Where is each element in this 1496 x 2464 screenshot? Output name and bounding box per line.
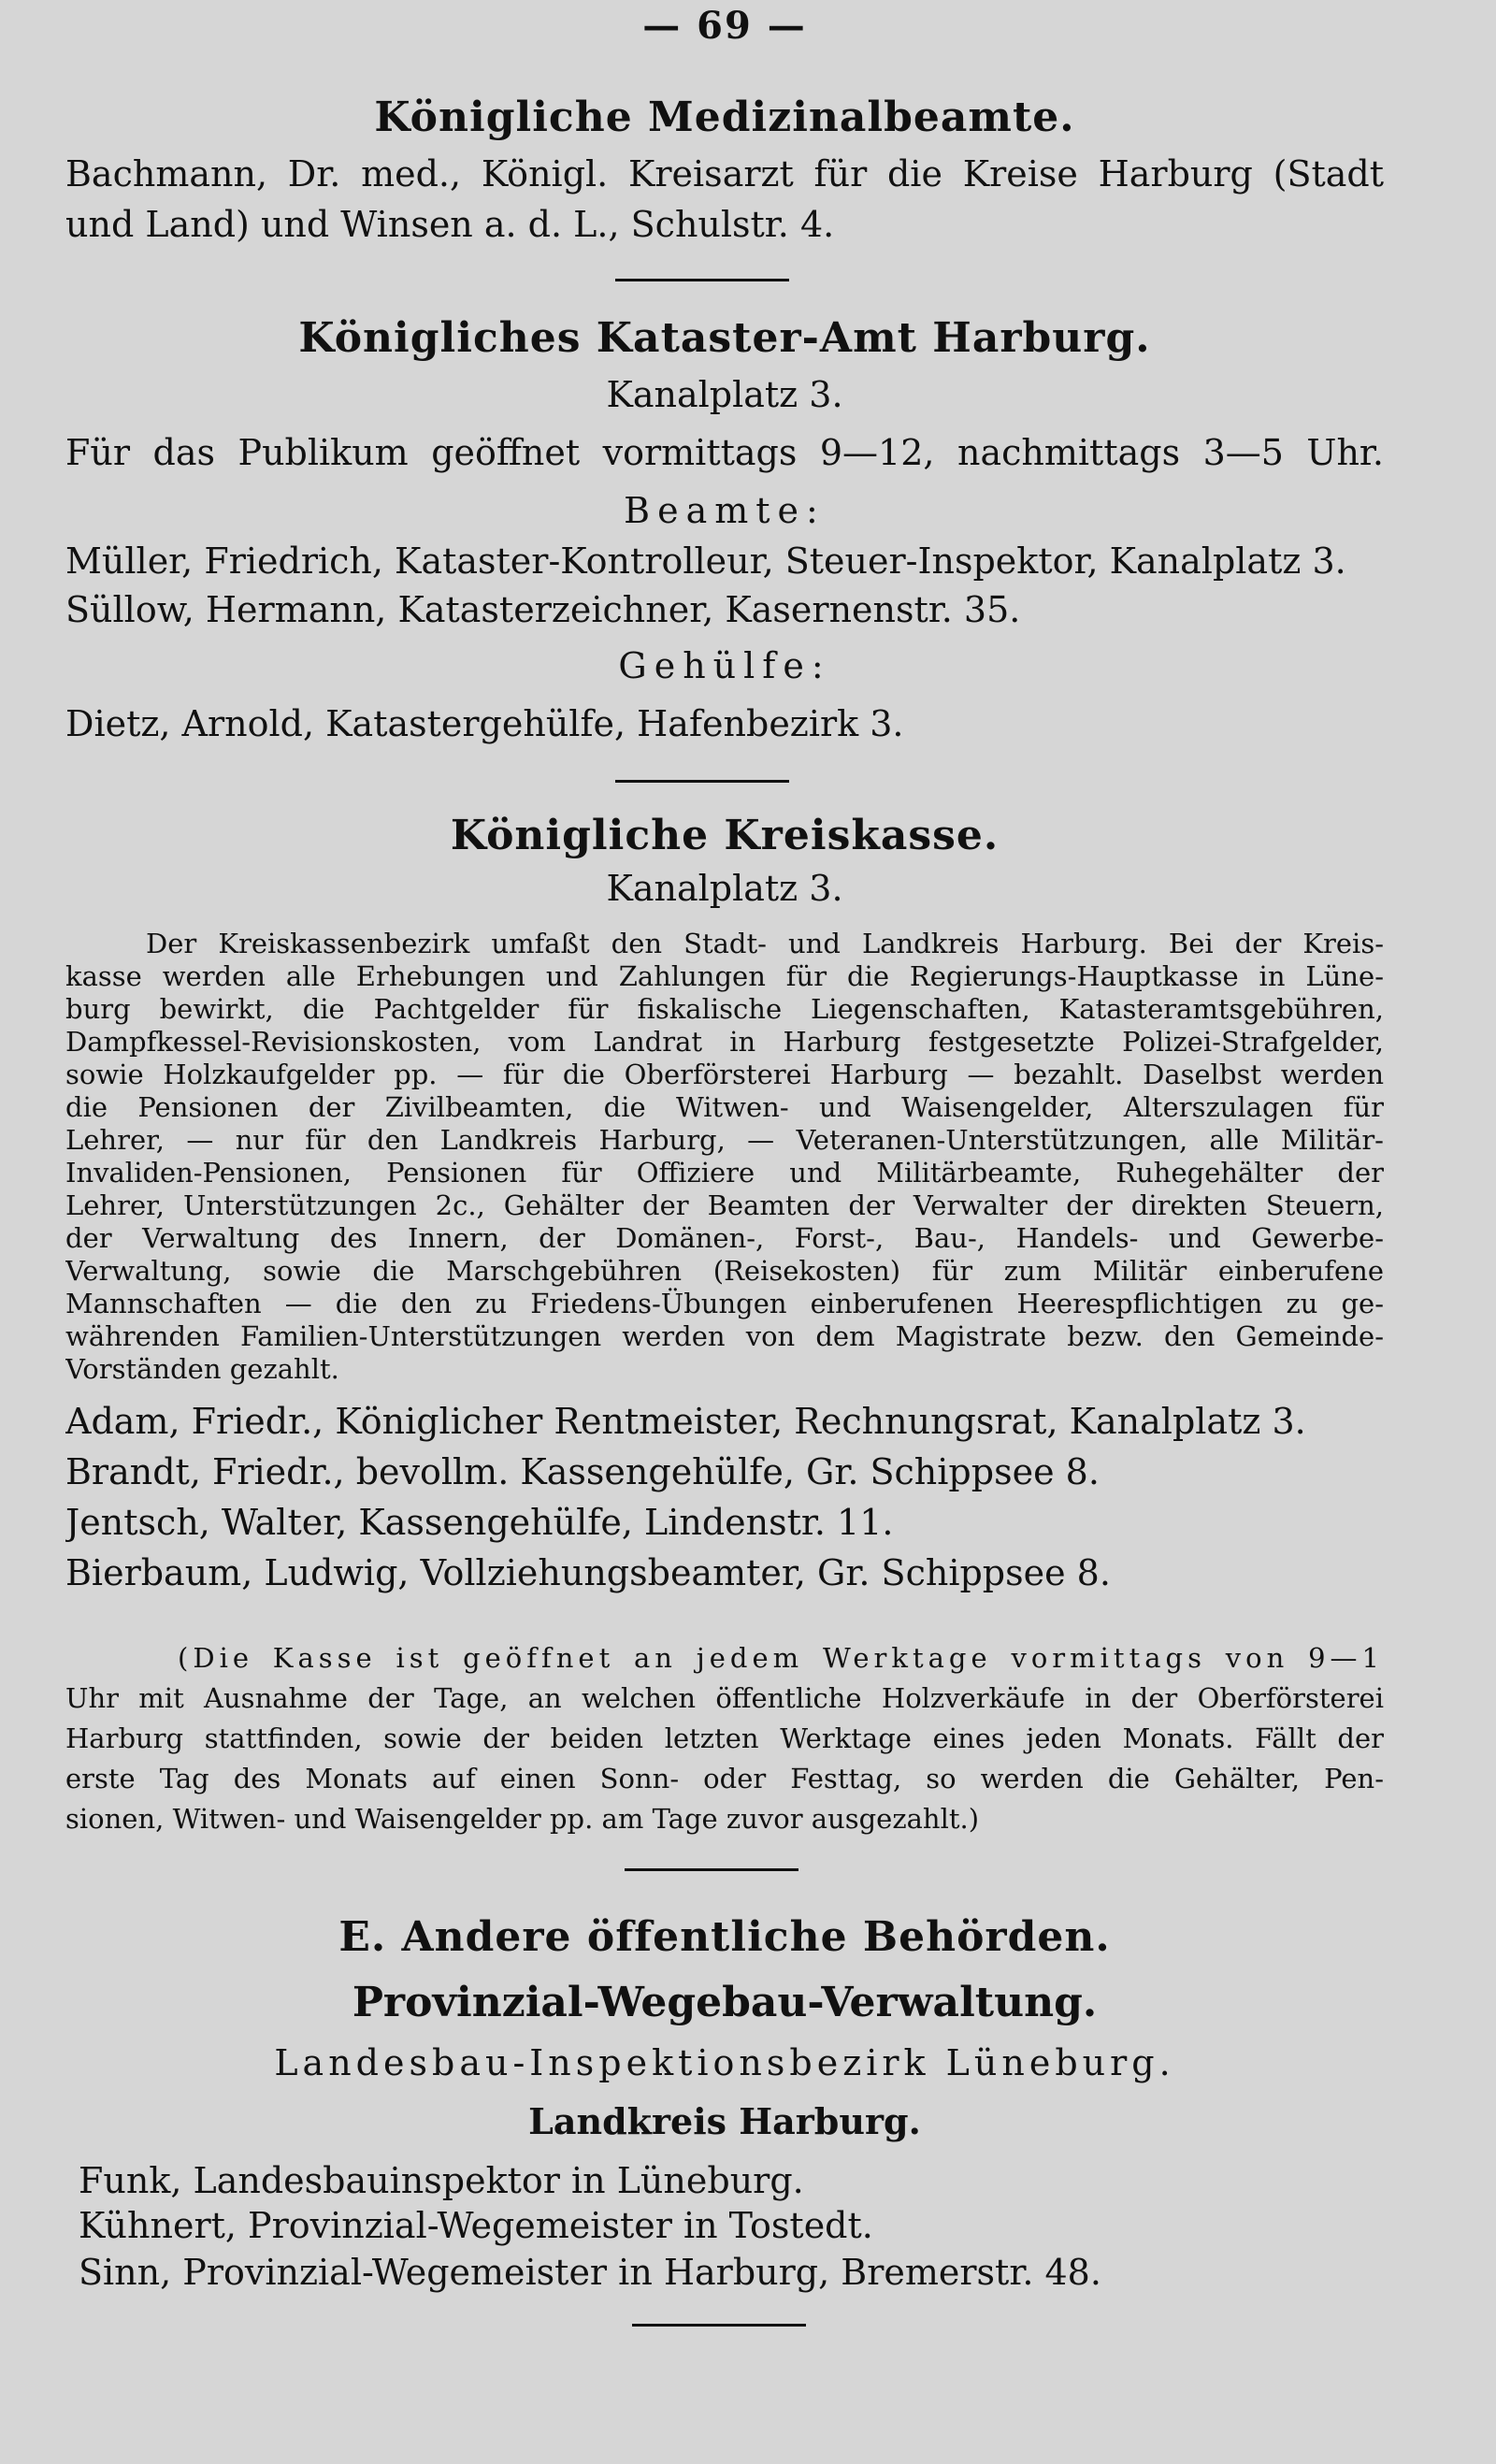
section-heading-andere: E. Andere öffentliche Behörden. — [338, 1913, 1111, 1961]
section-heading-kataster: Königliches Kataster-Amt Harburg. — [298, 314, 1151, 362]
district-line: Landesbau-Inspektionsbezirk Lüneburg. — [274, 2042, 1175, 2083]
paragraph-line: Der Kreiskassenbezirk umfaßt den Stadt- und Landkreis Harburg. Bei der Kreis- — [146, 928, 1384, 959]
paragraph-line: Verwaltung, sowie die Marschgebühren (Reisekosten) für zum Militär einberufene — [65, 1255, 1384, 1287]
note-line: Harburg stattfinden, sowie der beiden letzten Werktage eines jeden Monats. Fällt der — [65, 1722, 1384, 1754]
page-number: — 69 — — [642, 4, 807, 48]
text-line: Süllow, Hermann, Katasterzeichner, Kasernenstr. 35. — [65, 589, 1021, 630]
paragraph-line: burg bewirkt, die Pachtgelder für fiskalische Liegenschaften, Katasteramtsgebühren, — [65, 993, 1384, 1025]
text-line: Müller, Friedrich, Kataster-Kontrolleur, Steuer-Inspektor, Kanalplatz 3. — [65, 540, 1346, 582]
paragraph-line: der Verwaltung des Innern, der Domänen-, Forst-, Bau-, Handels- und Gewerbe- — [65, 1222, 1384, 1254]
address: Kanalplatz 3. — [606, 374, 843, 415]
section-divider — [615, 279, 789, 281]
staff-line: Bierbaum, Ludwig, Vollziehungsbeamter, Gr. Schippsee 8. — [65, 1552, 1111, 1593]
paragraph-line: Dampfkessel-Revisionskosten, vom Landrat in Harburg festgesetzte Polizei-Strafgelder, — [65, 1026, 1384, 1058]
text-line: Dietz, Arnold, Katastergehülfe, Hafenbezirk 3. — [65, 703, 904, 744]
paragraph-line: sowie Holzkaufgelder pp. — für die Oberförsterei Harburg — bezahlt. Daselbst werden — [65, 1059, 1384, 1090]
paragraph-line: Lehrer, Unterstützungen 2c., Gehälter der Beamten der Verwalter der direkten Steuern, — [65, 1189, 1384, 1221]
text-line: Funk, Landesbauinspektor in Lüneburg. — [79, 2160, 804, 2201]
paragraph-line: Invaliden-Pensionen, Pensionen für Offiziere und Militärbeamte, Ruhegehälter der — [65, 1157, 1384, 1189]
note-line: Uhr mit Ausnahme der Tage, an welchen öffentliche Holzverkäufe in der Oberförsterei — [65, 1682, 1384, 1714]
section-divider — [625, 1868, 798, 1871]
paragraph-line: Lehrer, — nur für den Landkreis Harburg, — Veteranen-Unterstützungen, alle Militär- — [65, 1124, 1384, 1156]
paragraph-line: kasse werden alle Erhebungen und Zahlungen für die Regierungs-Hauptkasse in Lüne- — [65, 960, 1384, 992]
section-heading-kreiskasse: Königliche Kreiskasse. — [450, 812, 1000, 859]
staff-line: Brandt, Friedr., bevollm. Kassengehülfe, Gr. Schippsee 8. — [65, 1451, 1100, 1492]
kreis-heading: Landkreis Harburg. — [528, 2100, 921, 2142]
subheading-gehuelfe: Gehülfe: — [618, 645, 831, 686]
note-line: (Die Kasse ist geöffnet an jedem Werktage vormittags von 9—1 — [178, 1642, 1384, 1674]
address: Kanalplatz 3. — [606, 868, 843, 909]
subheading-beamte: Beamte: — [624, 490, 826, 531]
note-line: erste Tag des Monats auf einen Sonn- oder Festtag, so werden die Gehälter, Pen- — [65, 1763, 1384, 1794]
text-line: Kühnert, Provinzial-Wegemeister in Tostedt. — [79, 2205, 873, 2246]
text-line: Sinn, Provinzial-Wegemeister in Harburg, Bremerstr. 48. — [79, 2252, 1101, 2293]
section-divider — [615, 780, 789, 783]
text-line: Bachmann, Dr. med., Königl. Kreisarzt für die Kreise Harburg (Stadt — [65, 153, 1384, 195]
paragraph-line: währenden Familien-Unterstützungen werden von dem Magistrate bezw. den Gemeinde- — [65, 1320, 1384, 1352]
staff-line: Adam, Friedr., Königlicher Rentmeister, Rechnungsrat, Kanalplatz 3. — [65, 1401, 1306, 1442]
section-divider — [632, 2324, 806, 2327]
paragraph-line: Mannschaften — die den zu Friedens-Übungen einberufenen Heerespflichtigen zu ge- — [65, 1288, 1384, 1319]
text-line: und Land) und Winsen a. d. L., Schulstr. 4. — [65, 204, 835, 245]
paragraph-line: Vorständen gezahlt. — [65, 1353, 339, 1385]
subheading-wegebau: Provinzial-Wegebau-Verwaltung. — [352, 1979, 1098, 2026]
note-line: sionen, Witwen- und Waisengelder pp. am Tage zuvor ausgezahlt.) — [65, 1803, 980, 1835]
section-heading-medizinal: Königliche Medizinalbeamte. — [374, 94, 1075, 141]
paragraph-line: die Pensionen der Zivilbeamten, die Witwen- und Waisengelder, Alterszulagen für — [65, 1091, 1384, 1123]
staff-line: Jentsch, Walter, Kassengehülfe, Lindenstr. 11. — [65, 1502, 894, 1543]
opening-hours: Für das Publikum geöffnet vormittags 9—12, nachmittags 3—5 Uhr. — [65, 432, 1384, 473]
